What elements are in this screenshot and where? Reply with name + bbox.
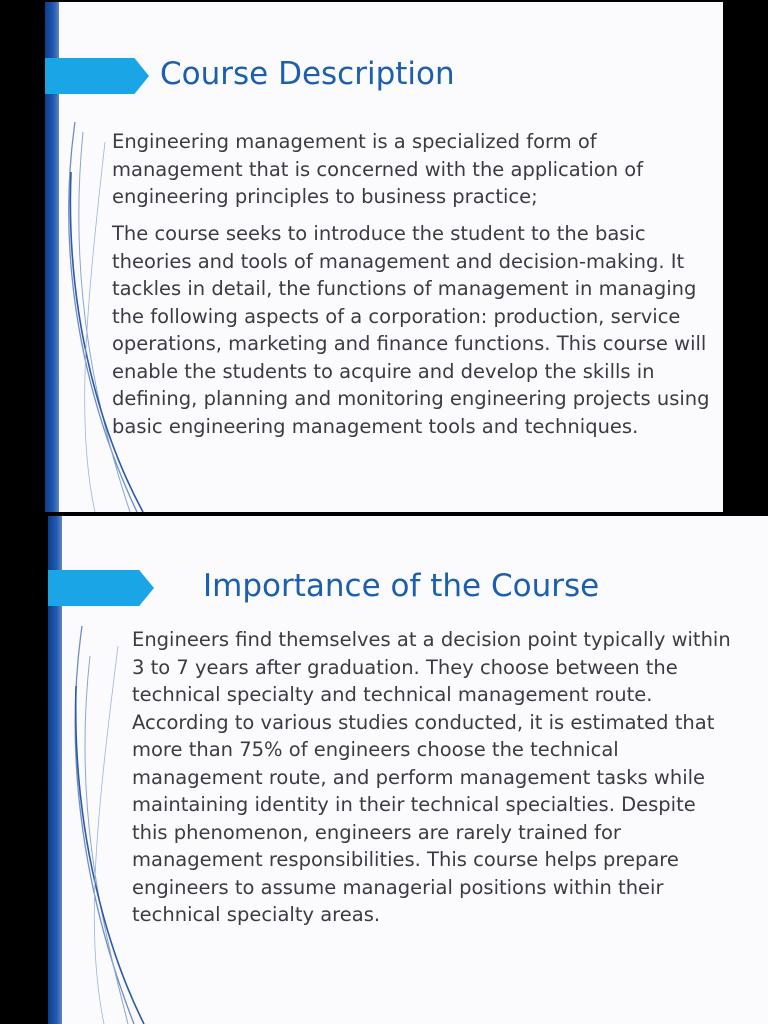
paragraph-definition: Engineering management is a specialized form of management that is concerned with the application of engineering principles to business practice;: [112, 130, 644, 208]
slide-importance-of-course: [48, 516, 768, 1024]
slide-title: Importance of the Course: [203, 568, 600, 604]
title-arrow-tab: [45, 58, 149, 94]
paragraph-course-scope: The course seeks to introduce the student to the basic theories and tools of management and decision-making. It tackles in detail, the functions of management in managing the following aspects of a corporation: production, service operations, marketing and finance functions. This course will enable the students to acquire and develop the skills in defining, planning and monitoring engineering projects using basic engineering management tools and techniques.: [112, 222, 710, 438]
paragraph-importance: Engineers find themselves at a decision point typically within 3 to 7 years after graduation. They choose between the technical specialty and technical management route. According to various studies conducted, it is estimated that more than 75% of engineers choose the technical management route, and perform management tasks while maintaining identity in their technical specialties. Despite this phenomenon, engineers are rarely trained for management responsibilities. This course helps prepare engineers to assume managerial positions within their technical specialty areas.: [132, 628, 731, 926]
slide-title: Course Description: [160, 56, 455, 92]
title-arrow-tab: [48, 570, 154, 606]
slide-course-description: [45, 2, 723, 512]
